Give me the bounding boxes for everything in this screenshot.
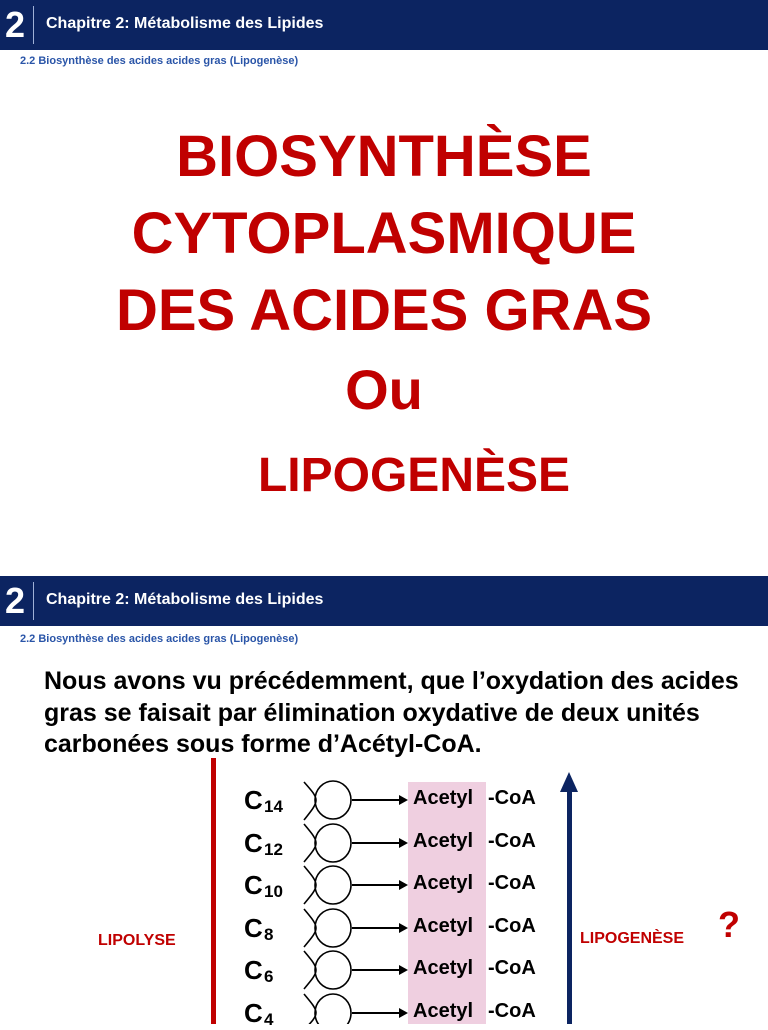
arrow-head-icon xyxy=(399,838,408,848)
arrow-head-icon xyxy=(399,795,408,805)
title-line-1: BIOSYNTHÈSE xyxy=(176,124,592,189)
cleavage-arrow xyxy=(352,842,402,844)
question-mark-icon: ? xyxy=(718,904,740,945)
helix-loop xyxy=(315,951,351,989)
cleavage-arrow xyxy=(352,1012,402,1014)
acetyl-label: Acetyl xyxy=(413,1000,474,1022)
coa-label: -CoA xyxy=(488,1000,536,1022)
acetyl-label: Acetyl xyxy=(413,957,474,979)
carbon-letter: C xyxy=(244,785,263,815)
header-divider xyxy=(33,6,34,44)
slide-header xyxy=(0,0,768,50)
lipogenese-bar xyxy=(567,790,572,1024)
arrow-head-icon xyxy=(399,880,408,890)
helix-loop xyxy=(315,866,351,904)
section-subtitle: 2.2 Biosynthèse des acides acides gras (Lipogenèse) xyxy=(20,55,299,67)
acetyl-label: Acetyl xyxy=(413,872,474,894)
helix-back-stroke xyxy=(304,994,316,1024)
carbon-c6 xyxy=(244,955,263,986)
arrow-head-icon xyxy=(399,923,408,933)
carbon-sub: 8 xyxy=(264,925,274,944)
title-line-3: DES ACIDES GRAS xyxy=(115,278,653,343)
carbon-letter: C xyxy=(244,828,263,858)
section-subtitle: 2.2 Biosynthèse des acides acides gras (Lipogenèse) xyxy=(20,633,299,645)
carbon-letter: C xyxy=(244,955,263,985)
cleavage-arrow xyxy=(352,884,402,886)
fatty-acid-chain-helix xyxy=(300,772,360,1024)
acetyl-highlight xyxy=(408,782,486,1024)
coa-label: -CoA xyxy=(488,872,536,894)
slide-header xyxy=(0,576,768,626)
carbon-c8 xyxy=(244,913,263,944)
cleavage-arrow xyxy=(352,799,402,801)
carbon-sub: 14 xyxy=(264,797,283,816)
carbon-c4 xyxy=(244,998,263,1029)
carbon-c10 xyxy=(244,870,263,901)
header-divider xyxy=(33,582,34,620)
helix-loop xyxy=(315,824,351,862)
title-line-lipogenese: LIPOGENÈSE xyxy=(257,449,571,502)
title-line-or: Ou xyxy=(345,358,423,421)
title-line-2: CYTOPLASMIQUE xyxy=(131,201,637,266)
helix-back-stroke xyxy=(304,782,316,820)
carbon-sub: 6 xyxy=(264,967,274,986)
cleavage-arrow xyxy=(352,969,402,971)
carbon-sub: 10 xyxy=(264,882,283,901)
cleavage-arrow xyxy=(352,927,402,929)
chapter-number: 2 xyxy=(5,4,26,45)
lipogenese-label: LIPOGENÈSE xyxy=(580,930,685,947)
carbon-c12 xyxy=(244,828,263,859)
carbon-letter: C xyxy=(244,913,263,943)
acetyl-label: Acetyl xyxy=(413,915,474,937)
chapter-title: Chapitre 2: Métabolisme des Lipides xyxy=(46,15,324,32)
coa-label: -CoA xyxy=(488,915,536,937)
lipolyse-label: LIPOLYSE xyxy=(98,932,176,949)
arrow-head-icon xyxy=(399,1008,408,1018)
carbon-letter: C xyxy=(244,998,263,1028)
carbon-sub: 4 xyxy=(264,1010,274,1029)
intro-paragraph: Nous avons vu précédemment, que l’oxydation des acides gras se faisait par élimination oxydative de deux unités carbonées sous forme d’Acétyl-CoA. xyxy=(44,667,739,758)
chapter-title: Chapitre 2: Métabolisme des Lipides xyxy=(46,591,324,608)
helix-loop xyxy=(315,994,351,1024)
carbon-sub: 12 xyxy=(264,840,283,859)
chapter-number: 2 xyxy=(5,580,26,621)
coa-label: -CoA xyxy=(488,830,536,852)
coa-label: -CoA xyxy=(488,787,536,809)
up-arrow-icon xyxy=(560,772,578,792)
helix-loop xyxy=(315,781,351,819)
carbon-c14 xyxy=(244,785,263,816)
helix-loop xyxy=(315,909,351,947)
coa-label: -CoA xyxy=(488,957,536,979)
lipolyse-bar xyxy=(211,758,216,1024)
arrow-head-icon xyxy=(399,965,408,975)
acetyl-label: Acetyl xyxy=(413,830,474,852)
carbon-letter: C xyxy=(244,870,263,900)
acetyl-label: Acetyl xyxy=(413,787,474,809)
